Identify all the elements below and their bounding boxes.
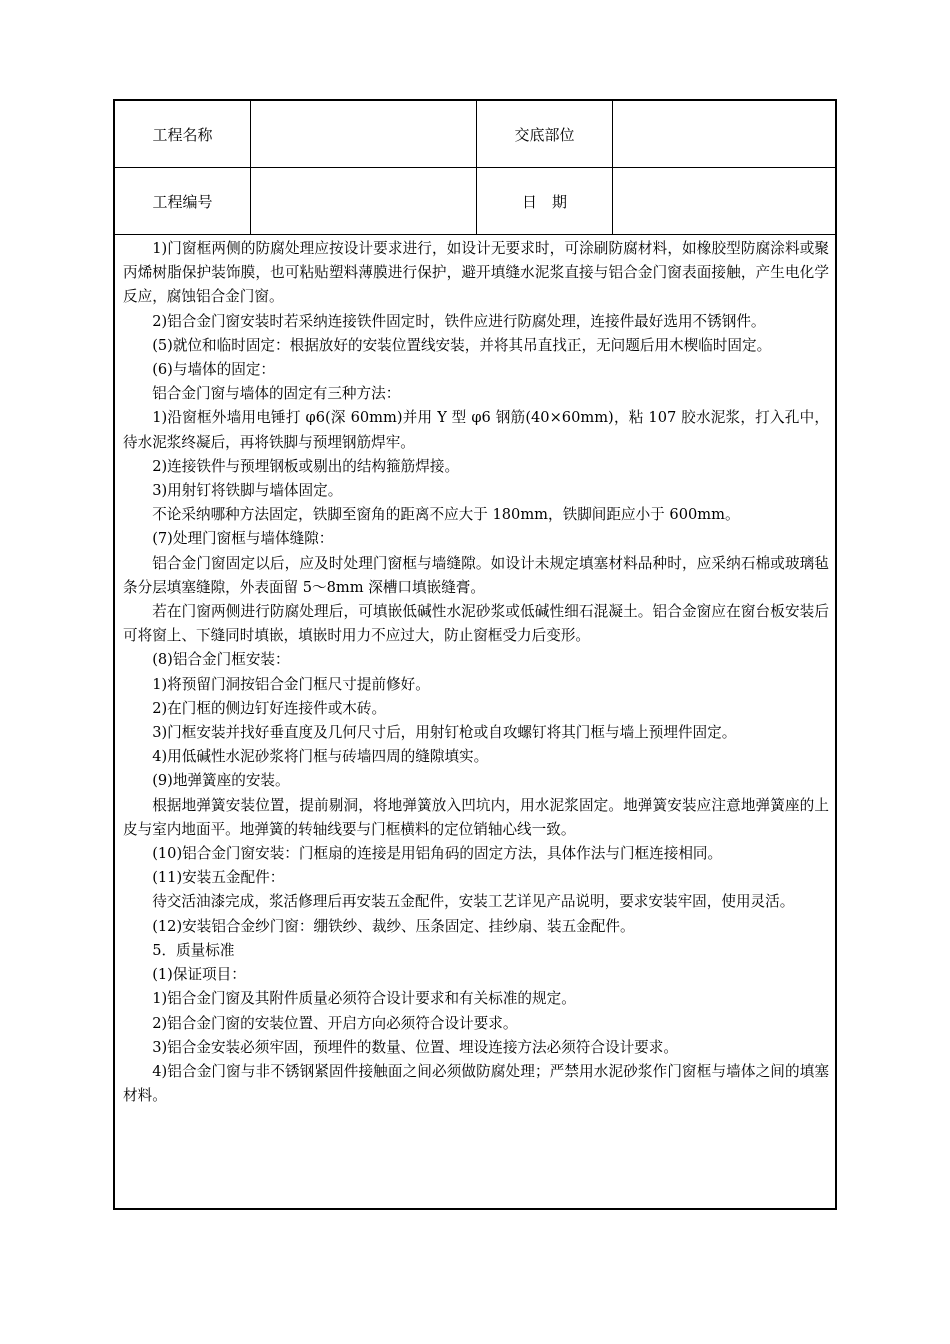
- paragraph: 3)用射钉将铁脚与墙体固定。: [152, 482, 343, 500]
- project-name-label: 工程名称: [115, 101, 251, 167]
- paragraph: 不论采纳哪种方法固定，铁脚至窗角的距离不应大于 180mm，铁脚间距应小于 600mm。: [152, 506, 740, 524]
- paragraph: 1)将预留门洞按铝合金门框尺寸提前修好。: [152, 675, 430, 693]
- paragraph: (1)保证项目：: [152, 966, 246, 984]
- paragraph: 2)铝合金门窗的安装位置、开启方向必须符合设计要求。: [152, 1014, 518, 1032]
- paragraph: 3)铝合金安装必须牢固，预埋件的数量、位置、埋设连接方法必须符合设计要求。: [152, 1038, 678, 1056]
- paragraph: (6)与墙体的固定：: [152, 361, 276, 379]
- paragraph: 2)铝合金门窗安装时若采纳连接铁件固定时，铁件应进行防腐处理，连接件最好选用不锈钢件。: [152, 312, 766, 330]
- handover-sheet: [113, 99, 837, 1210]
- paragraph: 若在门窗两侧进行防腐处理后，可填嵌低碱性水泥砂浆或低碱性细石混凝土。铝合金窗应在窗台板安装后可将窗上、下缝同时填嵌，填嵌时用力不应过大，防止窗框受力后变形。: [123, 603, 829, 645]
- handover-part-value: [613, 101, 837, 167]
- paragraph: 2)连接铁件与预埋钢板或剔出的结构箍筋焊接。: [152, 457, 460, 475]
- project-number-label: 工程编号: [115, 168, 251, 234]
- date-label: 日 期: [477, 168, 613, 234]
- paragraph: (10)铝合金门窗安装：门框扇的连接是用铝角码的固定方法，具体作法与门框连接相同。: [152, 845, 723, 863]
- paragraph: 根据地弹簧安装位置，提前剔洞，将地弹簧放入凹坑内，用水泥浆固定。地弹簧安装应注意地弹簧座的上皮与室内地面平。地弹簧的转轴线要与门框横料的定位销轴心线一致。: [123, 796, 829, 838]
- paragraph: 3)门框安装并找好垂直度及几何尺寸后，用射钉枪或自攻螺钉将其门框与墙上预埋件固定。: [152, 724, 737, 742]
- paragraph: 1)铝合金门窗及其附件质量必须符合设计要求和有关标准的规定。: [152, 990, 576, 1008]
- paragraph: (5)就位和临时固定：根据放好的安装位置线安装，并将其吊直找正，无问题后用木楔临时固定。: [152, 336, 772, 354]
- paragraph: 4)铝合金门窗与非不锈钢紧固件接触面之间必须做防腐处理；严禁用水泥砂浆作门窗框与墙体之间的填塞材料。: [123, 1062, 829, 1105]
- paragraph: 2)在门框的侧边钉好连接件或木砖。: [152, 699, 387, 717]
- paragraph: 1)门窗框两侧的防腐处理应按设计要求进行，如设计无要求时，可涂刷防腐材料，如橡胶型防腐涂料或聚丙烯树脂保护装饰膜，也可粘贴塑料薄膜进行保护，避开填缝水泥浆直接与铝合金门窗表面接触，产生电化学反应，腐蚀铝合金门窗。: [123, 240, 829, 306]
- paragraph: 铝合金门窗固定以后，应及时处理门窗框与墙缝隙。如设计未规定填塞材料品种时，应采纳石棉或玻璃毡条分层填塞缝隙，外表面留 5～8mm 深槽口填嵌缝膏。: [123, 554, 829, 596]
- project-name-value: [251, 101, 477, 167]
- paragraph: (9)地弹簧座的安装。: [152, 772, 290, 790]
- paragraph: (8)铝合金门框安装：: [152, 651, 290, 669]
- paragraph: 铝合金门窗与墙体的固定有三种方法：: [152, 385, 401, 403]
- header-row-2: [115, 168, 835, 235]
- paragraph: 待交活油漆完成，浆活修理后再安装五金配件，安装工艺详见产品说明，要求安装牢固，使用灵活。: [152, 893, 795, 911]
- paragraph: (12)安装铝合金纱门窗：绷铁纱、裁纱、压条固定、挂纱扇、装五金配件。: [152, 917, 635, 935]
- project-number-value: [251, 168, 477, 234]
- paragraph: 5．质量标准: [152, 941, 235, 959]
- paragraph: 1)沿窗框外墙用电锤打 φ6(深 60mm)并用 Y 型 φ6 钢筋(40×60mm)，粘 107 胶水泥浆，打入孔中，待水泥浆终凝后，再将铁脚与预埋钢筋焊牢。: [123, 409, 829, 451]
- paragraph: (11)安装五金配件：: [152, 869, 285, 887]
- handover-part-label: 交底部位: [477, 101, 613, 167]
- date-value: [613, 168, 837, 234]
- handover-content: [123, 237, 829, 1108]
- paragraph: 4)用低碱性水泥砂浆将门框与砖墙四周的缝隙填实。: [152, 748, 489, 766]
- header-row-1: [115, 101, 835, 168]
- paragraph: (7)处理门窗框与墙体缝隙：: [152, 530, 334, 548]
